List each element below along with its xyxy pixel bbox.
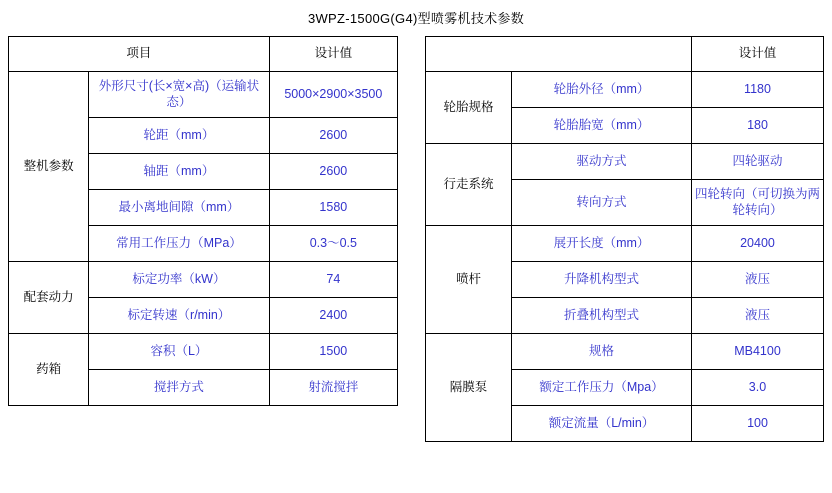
param-name: 额定工作压力（Mpa） — [512, 370, 692, 406]
param-value: 3.0 — [692, 370, 824, 406]
param-name: 转向方式 — [512, 180, 692, 226]
param-value: 2600 — [269, 154, 397, 190]
table-row — [9, 334, 398, 370]
table-row — [9, 262, 398, 298]
param-value: 1500 — [269, 334, 397, 370]
column-header-value: 设计值 — [692, 37, 824, 72]
column-header-value: 设计值 — [269, 37, 397, 72]
param-name: 驱动方式 — [512, 144, 692, 180]
param-value: 0.3～0.5 — [269, 226, 397, 262]
param-value: 5000×2900×3500 — [269, 72, 397, 118]
param-name: 展开长度（mm） — [512, 226, 692, 262]
param-value: 180 — [692, 108, 824, 144]
param-value: 2400 — [269, 298, 397, 334]
param-value: MB4100 — [692, 334, 824, 370]
table-row — [426, 144, 824, 180]
table-header-row — [426, 37, 824, 72]
param-name: 标定功率（kW） — [89, 262, 269, 298]
param-value: 液压 — [692, 298, 824, 334]
param-value: 液压 — [692, 262, 824, 298]
tables-container — [0, 36, 832, 442]
param-name: 搅拌方式 — [89, 370, 269, 406]
group-label-tire-spec: 轮胎规格 — [426, 72, 512, 144]
column-header-item: 项目 — [9, 37, 270, 72]
param-name: 轮胎外径（mm） — [512, 72, 692, 108]
param-value: 1180 — [692, 72, 824, 108]
right-parameters-table — [425, 36, 824, 442]
group-label-diaphragm-pump: 隔膜泵 — [426, 334, 512, 442]
group-label-boom: 喷杆 — [426, 226, 512, 334]
param-value: 1580 — [269, 190, 397, 226]
param-name: 折叠机构型式 — [512, 298, 692, 334]
table-header-row — [9, 37, 398, 72]
param-value: 四轮转向（可切换为两轮转向） — [692, 180, 824, 226]
param-value: 2600 — [269, 118, 397, 154]
param-name: 轮距（mm） — [89, 118, 269, 154]
param-name: 标定转速（r/min） — [89, 298, 269, 334]
param-name: 规格 — [512, 334, 692, 370]
table-row — [426, 226, 824, 262]
table-row — [426, 72, 824, 108]
param-value: 74 — [269, 262, 397, 298]
param-name: 轮胎胎宽（mm） — [512, 108, 692, 144]
param-name: 额定流量（L/min） — [512, 406, 692, 442]
group-label-travel-system: 行走系统 — [426, 144, 512, 226]
param-name: 升降机构型式 — [512, 262, 692, 298]
table-row — [426, 334, 824, 370]
param-value: 射流搅拌 — [269, 370, 397, 406]
param-value: 100 — [692, 406, 824, 442]
column-header-item — [426, 37, 692, 72]
param-name: 最小离地间隙（mm） — [89, 190, 269, 226]
param-value: 20400 — [692, 226, 824, 262]
param-name: 容积（L） — [89, 334, 269, 370]
group-label-tank: 药箱 — [9, 334, 89, 406]
left-parameters-table — [8, 36, 398, 406]
table-row — [9, 72, 398, 118]
param-value: 四轮驱动 — [692, 144, 824, 180]
param-name: 常用工作压力（MPa） — [89, 226, 269, 262]
group-label-power: 配套动力 — [9, 262, 89, 334]
param-name: 轴距（mm） — [89, 154, 269, 190]
page-title: 3WPZ-1500G(G4)型喷雾机技术参数 — [307, 11, 525, 26]
group-label-whole-machine: 整机参数 — [9, 72, 89, 262]
param-name: 外形尺寸(长×宽×高)（运输状态） — [89, 72, 269, 118]
